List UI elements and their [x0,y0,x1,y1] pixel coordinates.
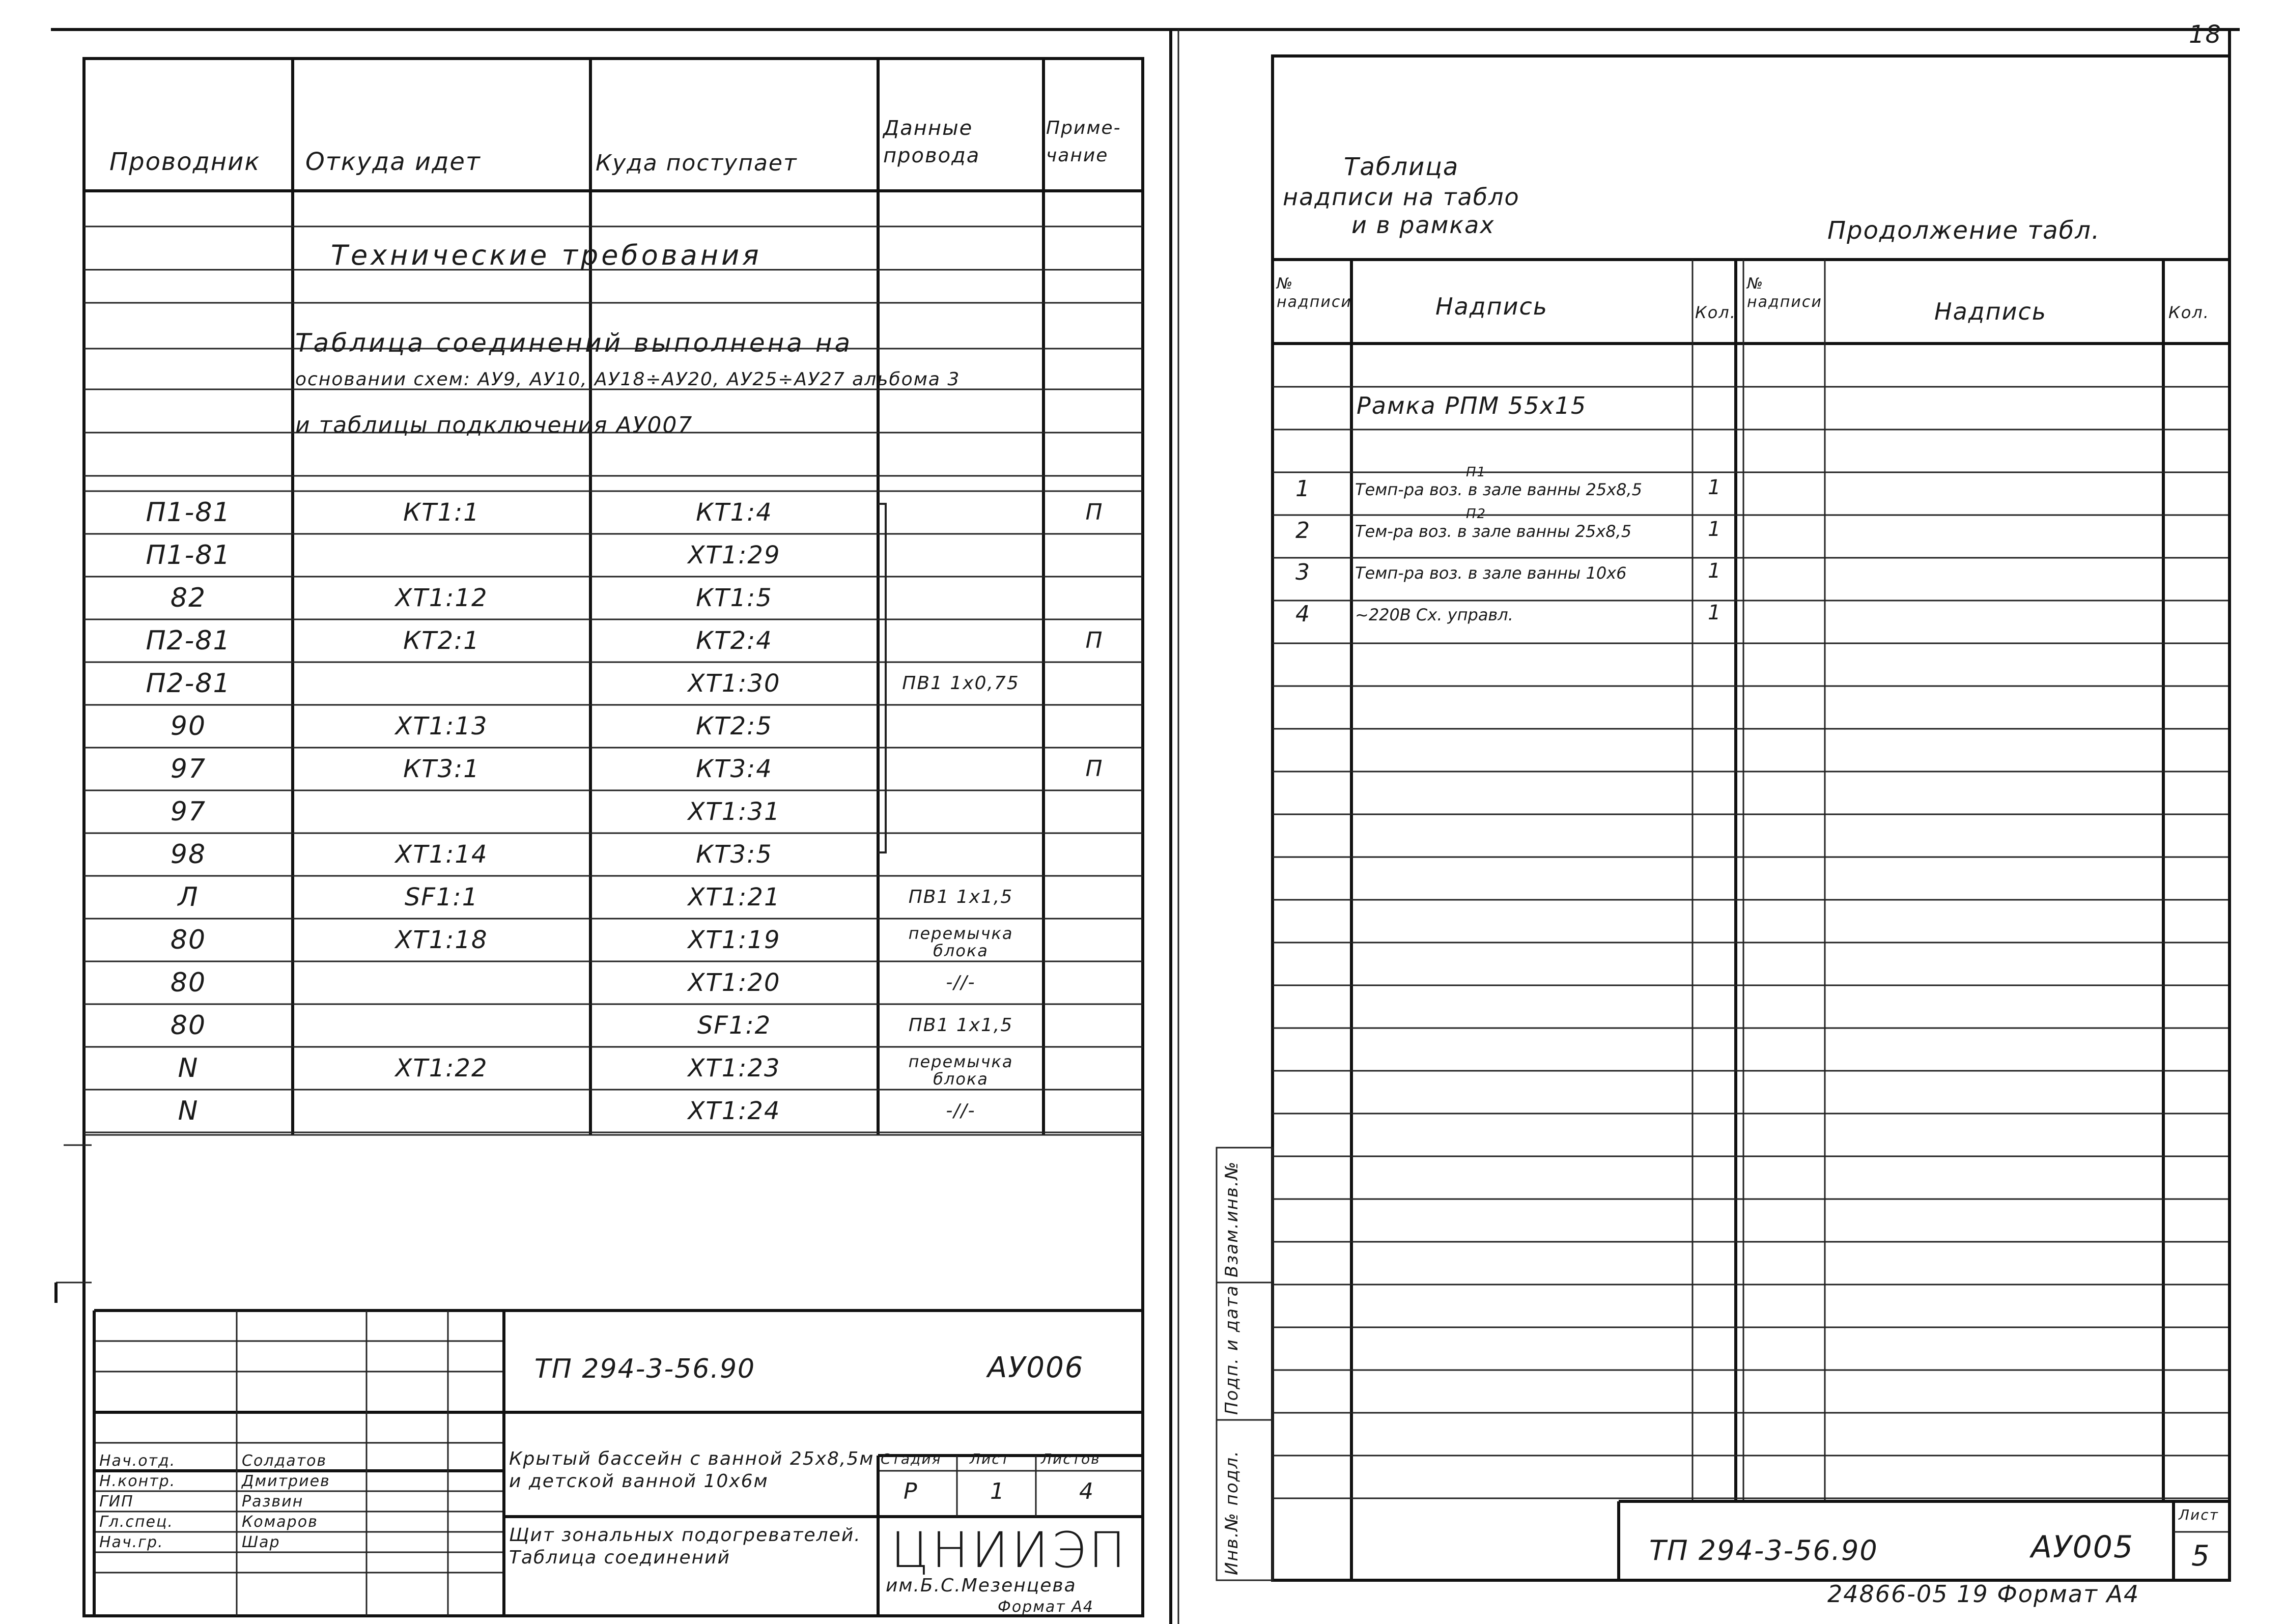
inscription-text: Темп-ра воз. в зале ванны 10х6 [1355,563,1627,583]
left-cell-note: П [1085,756,1104,782]
left-cell-to: КТ2:5 [696,712,773,740]
left-cell-to: ХТ1:19 [688,926,781,954]
left-cell-from: ХТ1:22 [395,1054,488,1082]
inscription-text: Темп-ра воз. в зале ванны 25х8,5 [1355,480,1642,499]
left-cell-to: ХТ1:20 [688,968,781,997]
sheet-number: 18 [2189,20,2222,49]
side-label-replace: Взам.инв.№ [1222,1160,1242,1277]
left-cell-wire: -//- [946,1100,976,1121]
left-format: Формат А4 [998,1598,1094,1616]
left-cell-from: ХТ1:12 [395,584,488,612]
left-cell-conductor: N [178,1096,199,1126]
right-header-text-1: Надпись [1435,293,1548,320]
sheets-label: Листов [1041,1450,1101,1467]
object-name: Крытый бассейн с ванной 25х8,5м и детской ванной 10х6м [509,1448,874,1492]
inscription-superscript: П1 [1466,465,1487,480]
header-conductor: Проводник [109,148,261,176]
right-sheet-value: 5 [2191,1540,2211,1573]
left-cell-to: КТ1:5 [696,584,773,612]
sheet-value: 1 [990,1478,1005,1504]
left-cell-conductor: 80 [170,967,207,998]
left-cell-conductor: Л [178,882,199,913]
left-cell-to: ХТ1:30 [688,669,781,698]
right-header-text-2: Надпись [1934,298,2047,325]
left-cell-conductor: П1-81 [146,540,231,571]
inscription-qty: 1 [1708,476,1722,499]
inscription-number: 4 [1295,601,1311,627]
org-name: ЦНИИЭП [891,1522,1129,1579]
right-header-num-2: № надписи [1747,275,1822,311]
side-label-sign: Подп. и дата [1222,1285,1242,1415]
left-cell-to: ХТ1:24 [688,1097,781,1125]
left-cell-from: ХТ1:13 [395,712,488,740]
left-cell-to: ХТ1:31 [688,797,781,826]
left-cell-to: КТ3:5 [696,840,773,869]
left-cell-from: ХТ1:18 [395,926,488,954]
stamp-role: Нач.отд. [99,1452,176,1470]
right-header-qty-2: Кол. [2168,303,2210,322]
stage-label: Стадия [881,1450,942,1467]
left-cell-from: КТ3:1 [403,755,480,783]
left-cell-conductor: 80 [170,925,207,955]
stamp-person: Комаров [242,1513,318,1531]
left-cell-to: КТ2:4 [696,626,773,655]
stamp-person: Шар [242,1533,280,1551]
left-cell-wire: ПВ1 1х1,5 [908,1015,1013,1036]
left-cell-from: КТ1:1 [403,498,480,527]
left-cell-conductor: П1-81 [146,497,231,528]
left-cell-wire: перемычка блока [908,1052,1013,1089]
left-cell-from: ХТ1:14 [395,840,488,869]
left-cell-conductor: 82 [170,583,207,613]
stamp-role: ГИП [99,1493,134,1511]
left-cell-note: П [1085,628,1104,653]
left-cell-note: П [1085,499,1104,525]
continuation-label: Продолжение табл. [1827,216,2101,245]
left-cell-conductor: 98 [170,839,207,870]
left-cell-conductor: 97 [170,796,207,827]
frame-label: Рамка РПМ 55х15 [1357,392,1587,419]
right-header-num-1: № надписи [1277,275,1352,311]
right-doc-code: ТП 294-3-56.90 [1649,1534,1878,1566]
tech-line-3: и таблицы подключения АУ007 [295,412,693,438]
left-cell-wire: -//- [946,972,976,993]
left-cell-conductor: П2-81 [146,668,231,699]
stamp-role: Н.контр. [99,1472,176,1490]
left-cell-wire: перемычка блока [908,924,1013,960]
stamp-person: Дмитриев [242,1472,330,1490]
right-doc-id: АУ005 [2031,1529,2134,1565]
stage-value: Р [904,1478,918,1504]
inscription-superscript: П2 [1466,506,1487,522]
inscription-text: Тем-ра воз. в зале ванны 25х8,5 [1355,522,1632,541]
org-subtitle: им.Б.С.Мезенцева [886,1575,1077,1596]
inscription-qty: 1 [1708,559,1722,583]
stamp-role: Нач.гр. [99,1533,164,1551]
left-cell-to: КТ1:4 [696,498,773,527]
left-cell-conductor: N [178,1053,199,1084]
left-cell-conductor: 97 [170,754,207,784]
header-note: Приме-чание [1046,118,1121,166]
right-title-line-1: Таблица [1344,153,1459,181]
left-cell-conductor: П2-81 [146,625,231,656]
header-from: Откуда идет [305,148,481,176]
stamp-person: Развин [242,1493,304,1511]
inscription-number: 2 [1295,518,1311,544]
tech-requirements-title: Технические требования [331,239,762,271]
right-header-qty-1: Кол. [1695,303,1736,322]
stamp-person: Солдатов [242,1452,327,1470]
tech-line-2: основании схем: АУ9, АУ10, АУ18÷АУ20, АУ25÷АУ27 альбома 3 [295,369,961,390]
left-cell-wire: ПВ1 1х0,75 [902,673,1020,694]
sheets-value: 4 [1079,1478,1094,1504]
left-cell-to: SF1:2 [697,1011,772,1040]
header-wire-data: Данные провода [883,117,980,167]
left-cell-to: ХТ1:29 [688,541,781,569]
left-cell-from: SF1:1 [404,883,479,911]
group-bracket [876,501,896,858]
tech-line-1: Таблица соединений выполнена на [295,328,853,358]
inscription-number: 1 [1295,476,1311,502]
left-cell-to: ХТ1:21 [688,883,781,911]
left-doc-code: ТП 294-3-56.90 [534,1354,756,1384]
left-doc-id: АУ006 [988,1351,1084,1384]
left-cell-from: КТ2:1 [403,626,480,655]
inscription-qty: 1 [1708,601,1722,624]
inscription-text: ~220В Сх. управл. [1355,605,1513,624]
header-to: Куда поступает [596,150,798,176]
left-cell-wire: ПВ1 1х1,5 [908,887,1013,907]
inscription-qty: 1 [1708,518,1722,541]
left-cell-to: КТ3:4 [696,755,773,783]
drawing-name: Щит зональных подогревателей. Таблица соединений [509,1525,861,1568]
stamp-role: Гл.спец. [99,1513,174,1531]
right-sheet-label: Лист [2179,1506,2219,1523]
right-title-line-3: и в рамках [1351,211,1495,239]
left-cell-conductor: 80 [170,1010,207,1041]
right-title-line-2: надписи на табло [1283,183,1520,211]
sheet-label: Лист [970,1450,1010,1467]
inscription-number: 3 [1295,559,1311,585]
right-footer: 24866-05 19 Формат А4 [1827,1580,2140,1608]
left-cell-conductor: 90 [170,711,207,742]
left-cell-to: ХТ1:23 [688,1054,781,1082]
side-label-inventory: Инв.№ подл. [1222,1450,1242,1575]
